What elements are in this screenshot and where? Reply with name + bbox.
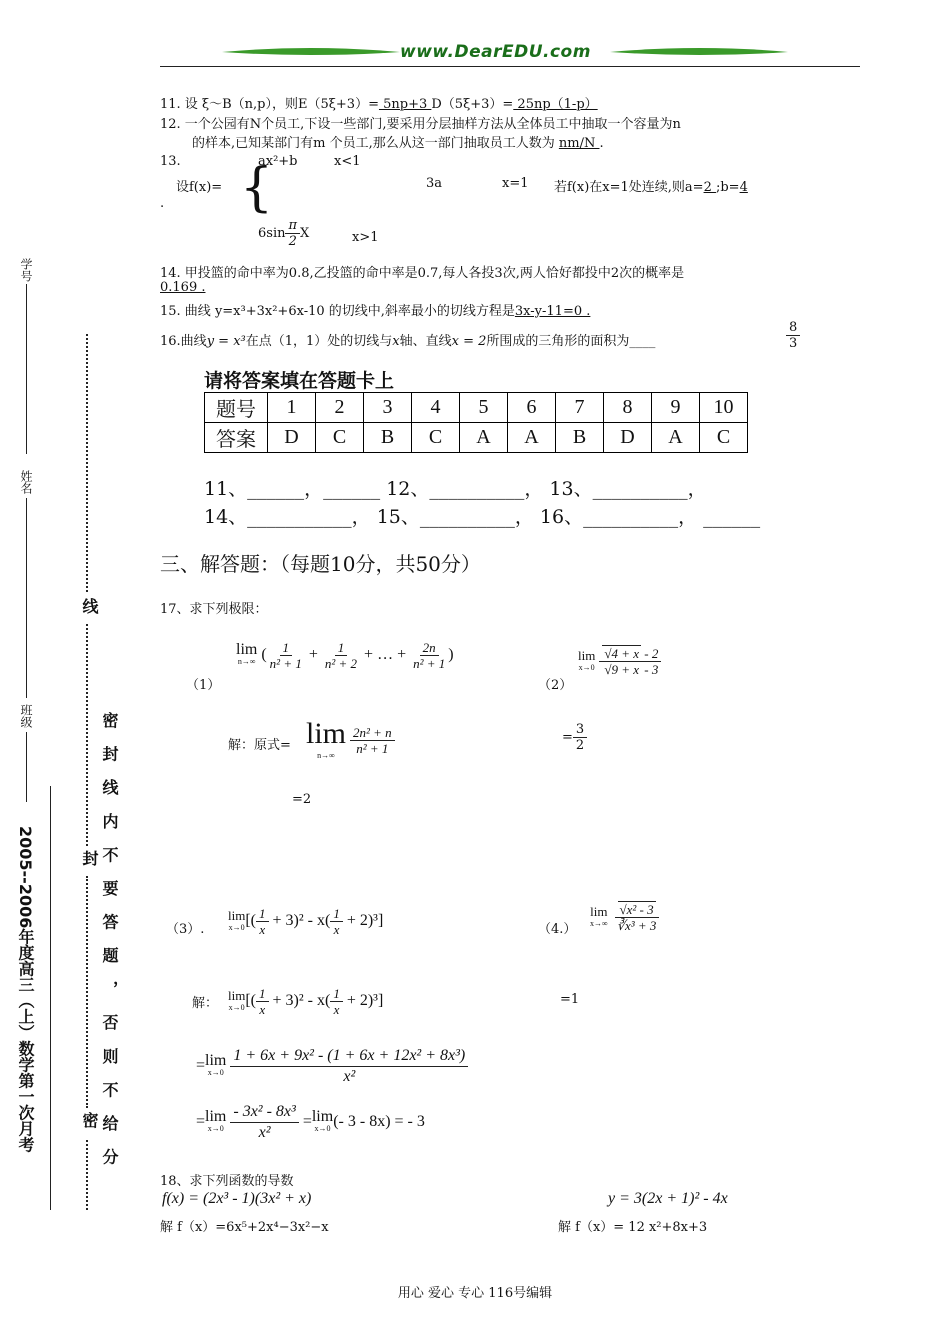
answer-cell: D: [604, 423, 652, 453]
number-cell: 8: [604, 393, 652, 423]
answer-card-answer-row: [205, 423, 748, 453]
header-rule: [160, 66, 860, 67]
number-cell: 6: [508, 393, 556, 423]
q13-dot: .: [160, 196, 165, 211]
question-14-line1: 14. 甲投篮的命中率为0.8,乙投篮的命中率是0.7,每人各投3次,两人恰好都投中2次的概率是: [160, 266, 685, 281]
q17-part3-expr: lim x→0 [( $\frac{1}{x}$ + 3)² - x( $\frac{1}{x}$ + 2)³]: [228, 906, 384, 937]
q17-part1-label: （1）: [186, 678, 221, 693]
row-label-answers: 答案: [205, 423, 268, 453]
exam-title-vertical: 2005--2006年度高三（上）数学第一次月考: [16, 826, 35, 1153]
answer-cell: A: [460, 423, 508, 453]
q17-step1: = lim x→0 $\frac{\text{1 + 6x + 9x² - (1 + 6x + 12x² + 8x³)}}{\text{x²}}$: [196, 1046, 468, 1087]
q17-part1-expr: lim n→∞ ( $\frac{1}{\text{n² + 1}}$ + $\frac{1}{\text{n² + 2}}$ + … + $\frac{2n}{\text{n² + 1}}$ ): [236, 640, 454, 671]
q12-answer: nm/N: [558, 136, 600, 151]
q17-solution4-result: =1: [560, 992, 580, 1007]
fill-blanks-line1: 11、______，______ 12、__________， 13、__________，: [204, 478, 707, 500]
q14-answer: 0.169 .: [160, 280, 206, 295]
number-cell: 5: [460, 393, 508, 423]
class-line: [26, 732, 27, 802]
answer-card-table: [204, 392, 748, 453]
q17-solution1-expr: lim n→∞ $\frac{\text{2n² + n}}{\text{n² + 1}}$: [306, 718, 395, 762]
section-3-title: 三、解答题：（每题10分，共50分）: [160, 552, 481, 576]
number-cell: 1: [268, 393, 316, 423]
question-11: 11. 设 ξ～B（n,p），则E（5ξ+3）= 5np+3 D（5ξ+3）= 25np（1-p）: [160, 97, 598, 112]
q17-solution2: = $\frac{3}{2}$: [562, 722, 587, 753]
q18-function2: y = 3(2x + 1)² - 4x: [608, 1190, 728, 1207]
seal-mi: 密: [80, 1112, 99, 1128]
question-16: 16.曲线y = x³在点（1，1）处的切线与x轴、直线x = 2所围成的三角形的面积为____: [160, 334, 656, 349]
answer-cell: C: [412, 423, 460, 453]
fill-blanks-line2: 14、___________， 15、__________， 16、__________， ______: [204, 506, 761, 528]
name-line: [26, 498, 27, 698]
class-label: 班级: [19, 704, 33, 728]
header-brand: [220, 40, 790, 66]
page-footer: 用心 爱心 专心 116号编辑: [397, 1286, 553, 1301]
id-line: [26, 284, 27, 454]
q18-solution2: 解 f（x）= 12 x²+8x+3: [558, 1220, 708, 1235]
number-cell: 3: [364, 393, 412, 423]
seal-dotted-line-top: [86, 334, 88, 592]
seal-dotted-line-mid: [86, 624, 88, 846]
q17-solution1-result: =2: [292, 792, 312, 807]
question-12-line1: 12. 一个公园有N个员工,下设一些部门,要采用分层抽样方法从全体员工中抽取一个容量为n: [160, 117, 681, 132]
q11-answer-2: 25np（1-p）: [513, 97, 598, 112]
answer-cell: C: [316, 423, 364, 453]
number-cell: 10: [700, 393, 748, 423]
question-15: 15. 曲线 y=x³+3x²+6x-10 的切线中,斜率最小的切线方程是3x-y-11=0 .: [160, 304, 591, 319]
seal-feng: 封: [80, 850, 99, 866]
q13-case2: 3a: [426, 176, 443, 191]
q17-part2-expr: lim x→0 $\frac{√4 + x - 2}{√9 + x - 3}$: [578, 646, 661, 677]
seal-xian: 线: [80, 598, 99, 614]
id-label: 学号: [19, 258, 33, 282]
sidebar-rule: [50, 786, 51, 1210]
name-label: 姓名: [19, 470, 33, 494]
q18-title: 18、求下列函数的导数: [160, 1174, 294, 1189]
answer-cell: A: [508, 423, 556, 453]
q13-answer-b: 4: [739, 180, 748, 195]
q13-case1: ax²+b: [258, 154, 298, 169]
q17-solution3-label: 解：: [192, 996, 219, 1011]
q17-part4-expr: lim x→∞ $\frac{\text{√x² - 3}}{\text{∛x³ + 3}}$: [590, 902, 661, 933]
answer-cell: C: [700, 423, 748, 453]
seal-warning-text: 密 封 线 内 不 要 答 题 ， 否 则 不 给 分: [100, 712, 119, 1171]
q13-case3-cond: x>1: [352, 230, 379, 245]
q17-part3-label: （3）.: [166, 922, 205, 937]
seal-dotted-line-bottom: [86, 876, 88, 1108]
q17-solution3-expr: lim x→0 [( $\frac{1}{x}$ + 3)² - x( $\frac{1}{x}$ + 2)³]: [228, 986, 384, 1017]
q13-condition: 若f(x)在x=1处连续,则a=2 ;b=4: [554, 180, 748, 195]
q18-solution1: 解 f（x）=6x⁵+2x⁴−3x²−x: [160, 1220, 329, 1235]
q17-title: 17、求下列极限：: [160, 602, 268, 617]
answer-card-number-row: [205, 393, 748, 423]
number-cell: 7: [556, 393, 604, 423]
number-cell: 9: [652, 393, 700, 423]
number-cell: 2: [316, 393, 364, 423]
answer-card-title: 请将答案填在答题卡上: [204, 370, 395, 392]
answer-cell: B: [364, 423, 412, 453]
seal-dotted-line-end: [86, 1140, 88, 1210]
number-cell: 4: [412, 393, 460, 423]
answer-cell: A: [652, 423, 700, 453]
q15-answer: 3x-y-11=0 .: [514, 304, 591, 319]
q18-function1: f(x) = (2x³ - 1)(3x² + x): [162, 1190, 312, 1207]
q17-step2: = lim x→0 $\frac{\text{- 3x² - 8x³}}{\text{x²}}$ = lim x→0 (- 3 - 8x) = - 3: [196, 1103, 425, 1141]
q13-fx: 设f(x)=: [176, 180, 223, 195]
q13-case3: 6sin $\frac{\pi}{2}$ X: [258, 218, 310, 249]
answer-cell: D: [268, 423, 316, 453]
q13-number: 13.: [160, 154, 181, 169]
q13-case2-cond: x=1: [502, 176, 529, 191]
question-12-line2: 的样本,已知某部门有m 个员工,那么从这一部门抽取员工人数为 nm/N .: [192, 136, 604, 151]
q17-part2-label: （2）: [538, 678, 573, 693]
q17-solution1-label: 解：原式=: [228, 738, 291, 753]
q17-part4-label: （4.）: [538, 922, 577, 937]
answer-cell: B: [556, 423, 604, 453]
q16-answer: $\frac{8}{3}$: [786, 320, 800, 351]
q13-answer-a: 2: [703, 180, 716, 195]
brace-icon: {: [240, 158, 274, 218]
row-label-numbers: 题号: [205, 393, 268, 423]
q11-answer-1: 5np+3: [378, 97, 432, 112]
site-logo-text: www.DearEDU.com: [400, 42, 591, 62]
q13-case1-cond: x<1: [334, 154, 361, 169]
